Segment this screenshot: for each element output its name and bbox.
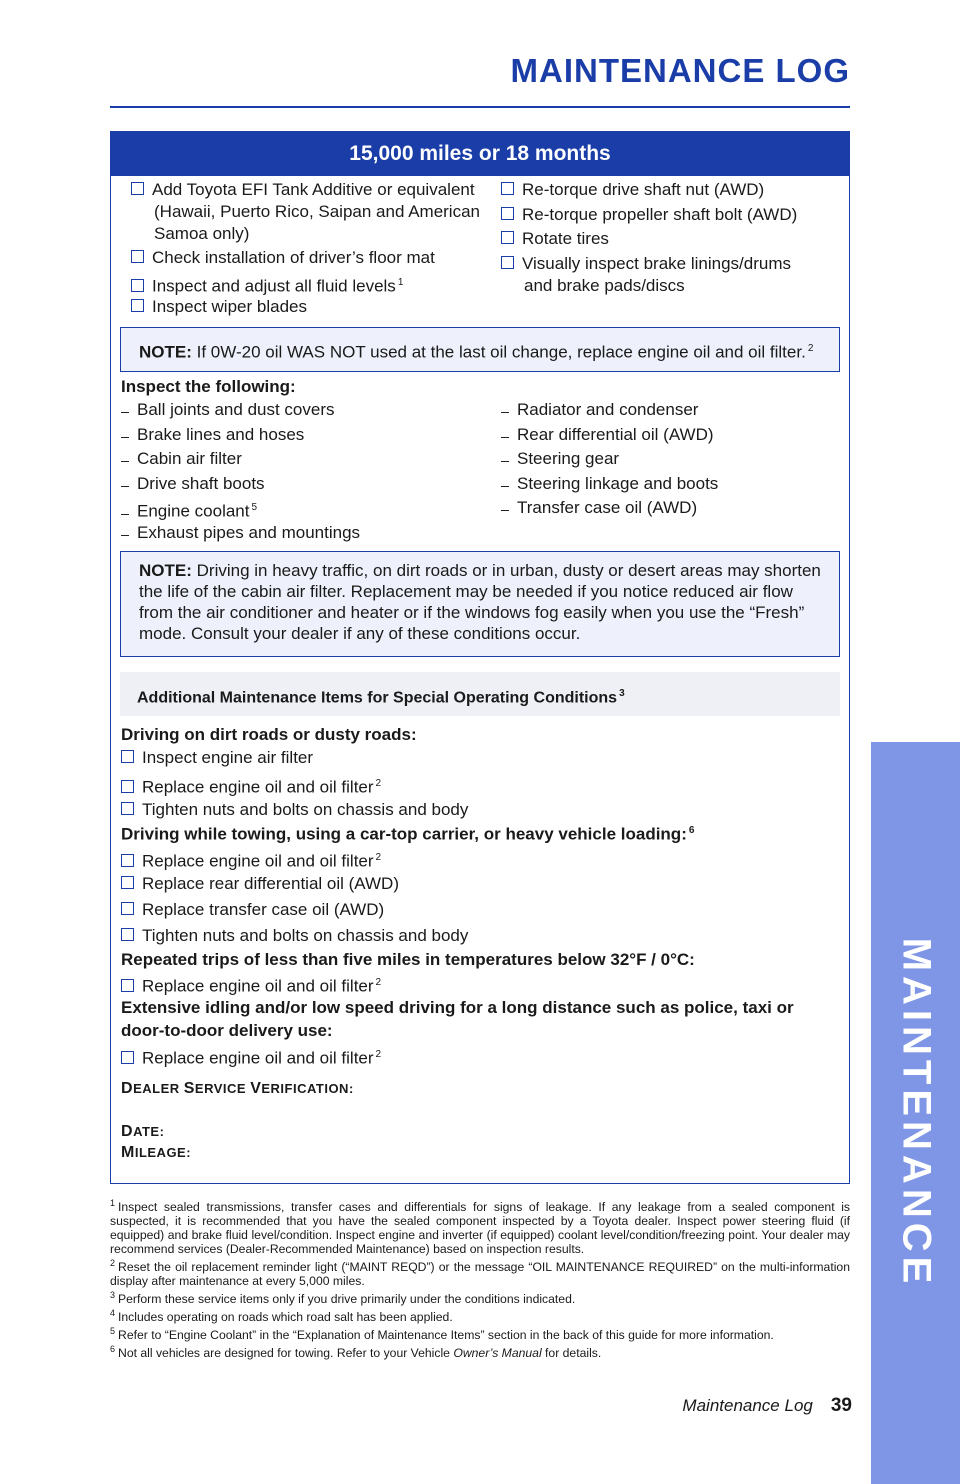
checkbox[interactable] bbox=[121, 1051, 134, 1064]
inspect-item[interactable]: Exhaust pipes and mountings bbox=[121, 523, 360, 543]
inspect-heading: Inspect the following: bbox=[121, 377, 296, 396]
checklist-item-continued: (Hawaii, Puerto Rico, Saipan and American bbox=[154, 202, 480, 221]
checkbox[interactable] bbox=[121, 854, 134, 867]
page-title: MAINTENANCE LOG bbox=[510, 52, 850, 89]
checkbox[interactable] bbox=[121, 876, 134, 889]
inspect-item[interactable]: Steering linkage and boots bbox=[501, 474, 718, 494]
checklist-item[interactable]: Replace transfer case oil (AWD) bbox=[121, 900, 384, 920]
inspect-item[interactable]: Drive shaft boots bbox=[121, 474, 265, 494]
side-tab-label: MAINTENANCE bbox=[894, 937, 938, 1289]
checkbox[interactable] bbox=[121, 979, 134, 992]
checklist-item[interactable]: Visually inspect brake linings/drums bbox=[501, 254, 791, 274]
checkbox[interactable] bbox=[501, 207, 514, 220]
inspect-item[interactable]: Steering gear bbox=[501, 449, 619, 469]
page-number: 39 bbox=[830, 1395, 852, 1416]
inspect-item[interactable]: Transfer case oil (AWD) bbox=[501, 498, 697, 518]
checklist-item[interactable]: Tighten nuts and bolts on chassis and body bbox=[121, 926, 468, 946]
date-label: DATE: bbox=[121, 1123, 165, 1140]
footnote: $^4$ Includes operating on roads which road salt has been applied. bbox=[110, 1308, 453, 1325]
inspect-item[interactable]: Rear differential oil (AWD) bbox=[501, 425, 714, 445]
page-footer bbox=[682, 1395, 852, 1417]
checklist-item[interactable]: Replace engine oil and oil filter $^2$ bbox=[121, 848, 381, 872]
inspect-item[interactable]: Ball joints and dust covers bbox=[121, 400, 335, 420]
checklist-item[interactable]: Tighten nuts and bolts on chassis and body bbox=[121, 800, 468, 820]
maintenance-interval-box bbox=[110, 131, 850, 1184]
footnote: $^6$ Not all vehicles are designed for towing. Refer to your Vehicle Owner’s Manual for details. bbox=[110, 1344, 602, 1361]
inspect-item[interactable]: Cabin air filter bbox=[121, 449, 242, 469]
checklist-item[interactable]: Rotate tires bbox=[501, 229, 609, 249]
inspect-item[interactable]: Engine coolant $^5$ bbox=[121, 498, 257, 522]
condition-heading: Driving on dirt roads or dusty roads: bbox=[121, 725, 417, 744]
title-divider bbox=[110, 106, 850, 108]
footnote: $^5$ Refer to “Engine Coolant” in the “Explanation of Maintenance Items” section in the back of this guide for more information. bbox=[110, 1326, 774, 1343]
dealer-verification-label: DEALER SERVICE VERIFICATION: bbox=[121, 1080, 354, 1097]
checklist-item[interactable]: Replace rear differential oil (AWD) bbox=[121, 874, 399, 894]
checklist-item[interactable]: Replace engine oil and oil filter $^2$ bbox=[121, 973, 381, 997]
interval-header: 15,000 miles or 18 months bbox=[111, 132, 849, 176]
checklist-item[interactable]: Replace engine oil and oil filter $^2$ bbox=[121, 774, 381, 798]
checkbox[interactable] bbox=[121, 780, 134, 793]
checklist-item-continued: and brake pads/discs bbox=[524, 276, 685, 295]
checkbox[interactable] bbox=[121, 802, 134, 815]
inspect-item[interactable]: Brake lines and hoses bbox=[121, 425, 304, 445]
checklist-item[interactable]: Add Toyota EFI Tank Additive or equivalent bbox=[131, 180, 475, 200]
checkbox[interactable] bbox=[501, 182, 514, 195]
footnote: $^1$ Inspect sealed transmissions, transfer cases and differentials for signs of leakage. If any leakage from a sealed component is suspected, it is recommended that you have the sealed component inspected by a Toyota dealer. Inspect power steering fluid (if equipped) and brake fluid level/condition. Inspect engine and inverter (if equipped) coolant level/condition/freezing point. Your dealer may recommend services (Dealer-Recommended Maintenance) based on inspection results. bbox=[110, 1198, 850, 1257]
checklist-item[interactable]: Inspect wiper blades bbox=[131, 297, 307, 317]
condition-heading-continued: door-to-door delivery use: bbox=[121, 1021, 333, 1040]
condition-heading: Driving while towing, using a car-top carrier, or heavy vehicle loading: $^6$ bbox=[121, 824, 695, 844]
footnotes bbox=[110, 1196, 850, 1360]
special-conditions-heading: Additional Maintenance Items for Special Operating Conditions $^3$ bbox=[120, 672, 840, 716]
checkbox[interactable] bbox=[131, 182, 144, 195]
checklist-item[interactable]: Inspect engine air filter bbox=[121, 748, 313, 768]
checkbox[interactable] bbox=[131, 279, 144, 292]
section-side-tab bbox=[871, 742, 960, 1484]
checkbox[interactable] bbox=[501, 231, 514, 244]
checkbox[interactable] bbox=[501, 256, 514, 269]
condition-heading: Repeated trips of less than five miles in temperatures below 32°F / 0°C: bbox=[121, 950, 695, 969]
checklist-item-continued: Samoa only) bbox=[154, 224, 250, 243]
checklist-item[interactable]: Replace engine oil and oil filter $^2$ bbox=[121, 1045, 381, 1069]
inspect-item[interactable]: Radiator and condenser bbox=[501, 400, 698, 420]
cabin-filter-note: NOTE: Driving in heavy traffic, on dirt roads or in urban, dusty or desert areas may shorten the life of the cabin air filter. Replacement may be needed if you notice reduced air flow from the air conditioner and heater or if the windows fog easily when you use the “Fresh” mode. Consult your dealer if any of these conditions occur. bbox=[120, 551, 840, 657]
checkbox[interactable] bbox=[131, 250, 144, 263]
condition-heading: Extensive idling and/or low speed driving for a long distance such as police, taxi or bbox=[121, 998, 794, 1017]
checkbox[interactable] bbox=[121, 928, 134, 941]
footnote: $^3$ Perform these service items only if you drive primarily under the conditions indicated. bbox=[110, 1290, 576, 1307]
footer-section-label: Maintenance Log bbox=[682, 1396, 813, 1415]
footnote: $^2$ Reset the oil replacement reminder light (“MAINT REQD”) or the message “OIL MAINTENANCE REQUIRED” on the multi-information display after maintenance at every 5,000 miles. bbox=[110, 1258, 850, 1289]
checkbox[interactable] bbox=[131, 299, 144, 312]
checkbox[interactable] bbox=[121, 902, 134, 915]
checklist-item[interactable]: Re-torque propeller shaft bolt (AWD) bbox=[501, 205, 797, 225]
checklist-item[interactable]: Re-torque drive shaft nut (AWD) bbox=[501, 180, 764, 200]
checklist-item[interactable]: Check installation of driver’s floor mat bbox=[131, 248, 435, 268]
checklist-item[interactable]: Inspect and adjust all fluid levels $^1$ bbox=[131, 273, 403, 297]
mileage-label: MILEAGE: bbox=[121, 1144, 192, 1161]
checkbox[interactable] bbox=[121, 750, 134, 763]
oil-note: NOTE: If 0W-20 oil WAS NOT used at the last oil change, replace engine oil and oil filter. $^2$ bbox=[120, 327, 840, 372]
